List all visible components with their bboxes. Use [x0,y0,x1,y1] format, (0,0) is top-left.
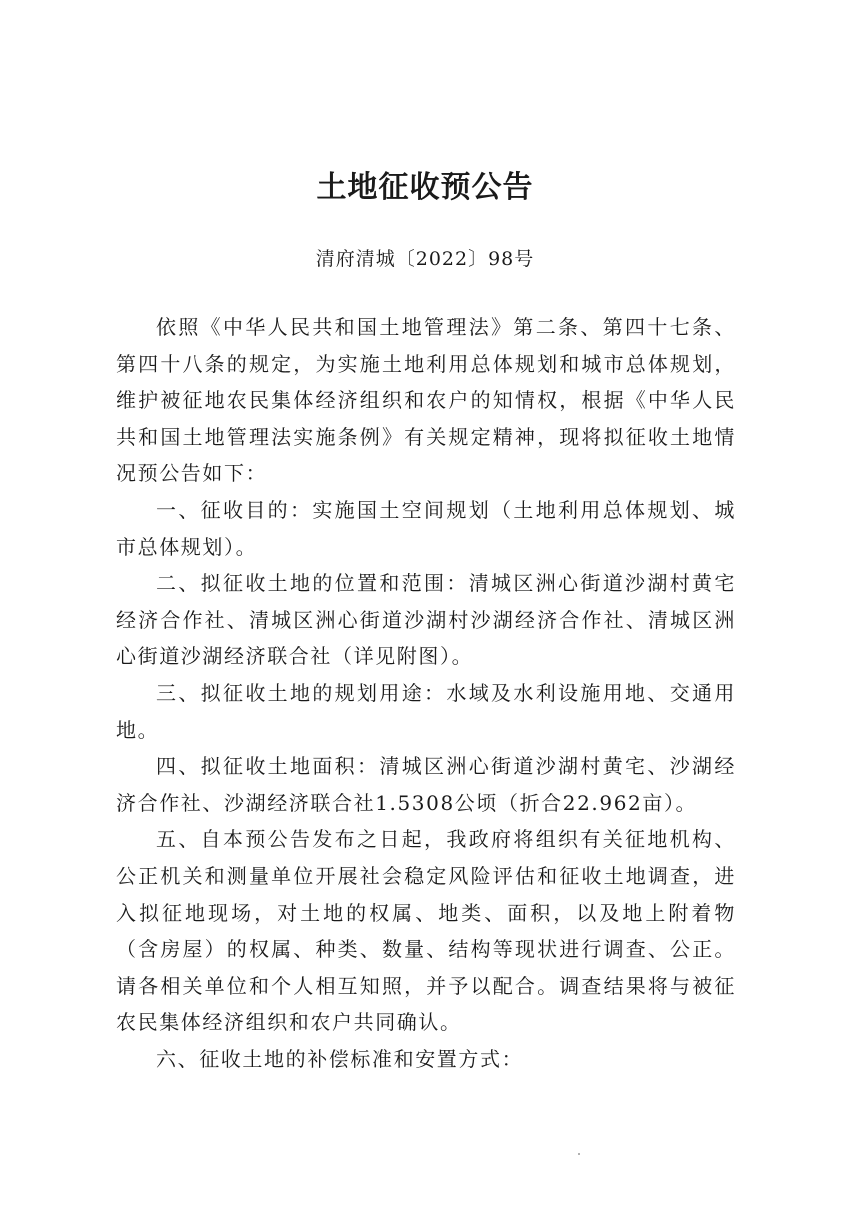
paragraph-intro: 依照《中华人民共和国土地管理法》第二条、第四十七条、第四十八条的规定，为实施土地利用总体规划和城市总体规划，维护被征地农民集体经济组织和农户的知情权，根据《中华人民共和国土地管理法实施条例》有关规定精神，现将拟征收土地情况预公告如下： [116,315,736,486]
paragraph-item-2: 二、拟征收土地的位置和范围：清城区洲心街道沙湖村黄宅经济合作社、清城区洲心街道沙湖村沙湖经济合作社、清城区洲心街道沙湖经济联合社（详见附图）。 [116,571,736,669]
paragraph-item-1: 一、征收目的：实施国土空间规划（土地利用总体规划、城市总体规划）。 [116,497,736,559]
paragraph-item-6: 六、征收土地的补偿标准和安置方式： [156,1046,524,1071]
scan-speck [578,1153,580,1155]
document-body [116,309,736,1077]
paragraph-item-4: 四、拟征收土地面积：清城区洲心街道沙湖村黄宅、沙湖经济合作社、沙湖经济联合社1.5308公顷（折合22.962亩）。 [116,754,736,815]
document-number: 清府清城〔2022〕98号 [315,248,535,270]
paragraph-item-5: 五、自本预公告发布之日起，我政府将组织有关征地机构、公正机关和测量单位开展社会稳定风险评估和征收土地调查，进入拟征地现场，对土地的权属、地类、面积，以及地上附着物（含房屋）的权属、种类、数量、结构等现状进行调查、公正。请各相关单位和个人相互知照，并予以配合。调查结果将与被征农民集体经济组织和农户共同确认。 [116,827,736,1035]
paragraph-item-3: 三、拟征收土地的规划用途：水域及水利设施用地、交通用地。 [116,680,736,742]
document-title: 土地征收预公告 [316,170,534,205]
